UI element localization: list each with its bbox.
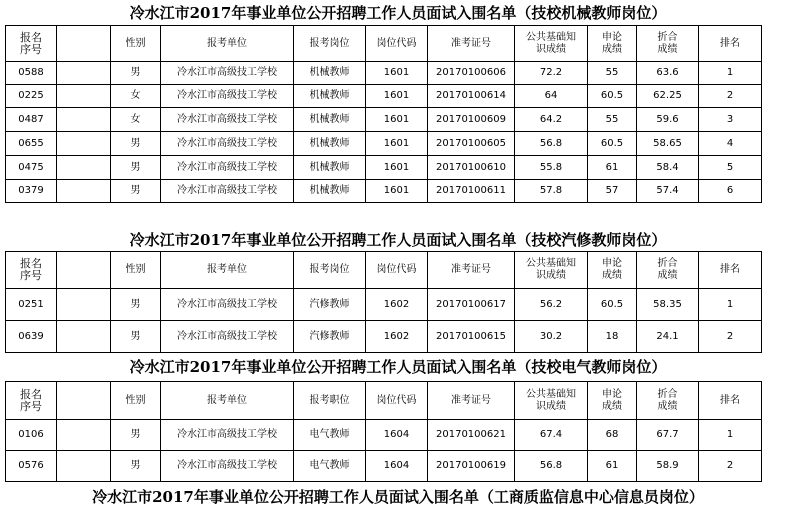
- header-code: 岗位代码: [366, 252, 428, 289]
- blank-column: [57, 289, 111, 321]
- cell-combined: 63.6: [637, 62, 699, 85]
- header-seq: 报名 序号: [6, 26, 57, 62]
- cell-ticket: 20170100615: [428, 321, 515, 353]
- header-ticket: 准考证号: [428, 382, 515, 420]
- cell-essay: 57: [588, 180, 637, 203]
- cell-seq: 0576: [6, 451, 57, 482]
- cell-gender: 男: [111, 62, 161, 85]
- cell-rank: 2: [699, 85, 762, 108]
- cell-ticket: 20170100611: [428, 180, 515, 203]
- cell-essay: 60.5: [588, 85, 637, 108]
- candidate-table: [5, 251, 762, 353]
- cell-rank: 2: [699, 321, 762, 353]
- table-row: [6, 420, 762, 451]
- section-title: 冷水江市2017年事业单位公开招聘工作人员面试入围名单（技校汽修教师岗位）: [129, 231, 667, 249]
- header-post: 报考职位: [294, 382, 366, 420]
- blank-column: [57, 321, 111, 353]
- cell-unit: 冷水江市高级技工学校: [161, 85, 294, 108]
- cell-post: 机械教师: [294, 180, 366, 203]
- cell-post: 电气教师: [294, 420, 366, 451]
- cell-code: 1604: [366, 420, 428, 451]
- blank-column: [57, 420, 111, 451]
- cell-unit: 冷水江市高级技工学校: [161, 132, 294, 156]
- cell-essay: 61: [588, 156, 637, 180]
- blank-column: [57, 180, 111, 203]
- table-row: [6, 180, 762, 203]
- cell-basic: 56.2: [515, 289, 588, 321]
- cell-essay: 55: [588, 62, 637, 85]
- cell-unit: 冷水江市高级技工学校: [161, 156, 294, 180]
- table-row: [6, 156, 762, 180]
- cell-post: 电气教师: [294, 451, 366, 482]
- blank-column: [57, 156, 111, 180]
- cell-combined: 59.6: [637, 108, 699, 132]
- header-combined: 折合 成绩: [637, 26, 699, 62]
- blank-column: [57, 382, 111, 420]
- cell-code: 1601: [366, 132, 428, 156]
- header-basic: 公共基础知 识成绩: [515, 26, 588, 62]
- table-row: [6, 85, 762, 108]
- header-code: 岗位代码: [366, 382, 428, 420]
- header-row: [6, 382, 762, 420]
- cell-gender: 男: [111, 180, 161, 203]
- blank-column: [57, 85, 111, 108]
- cell-combined: 67.7: [637, 420, 699, 451]
- candidate-table: [5, 381, 762, 482]
- cell-combined: 24.1: [637, 321, 699, 353]
- cell-combined: 58.65: [637, 132, 699, 156]
- cell-basic: 64: [515, 85, 588, 108]
- header-row: [6, 252, 762, 289]
- cell-unit: 冷水江市高级技工学校: [161, 289, 294, 321]
- cell-ticket: 20170100619: [428, 451, 515, 482]
- cell-seq: 0588: [6, 62, 57, 85]
- cell-rank: 1: [699, 62, 762, 85]
- cell-unit: 冷水江市高级技工学校: [161, 62, 294, 85]
- cell-gender: 男: [111, 321, 161, 353]
- header-rank: 排名: [699, 382, 762, 420]
- header-post: 报考岗位: [294, 252, 366, 289]
- cell-ticket: 20170100610: [428, 156, 515, 180]
- blank-column: [57, 132, 111, 156]
- table-row: [6, 62, 762, 85]
- section-title: 冷水江市2017年事业单位公开招聘工作人员面试入围名单（技校机械教师岗位）: [129, 4, 667, 22]
- cell-seq: 0225: [6, 85, 57, 108]
- cell-basic: 57.8: [515, 180, 588, 203]
- header-post: 报考岗位: [294, 26, 366, 62]
- cell-unit: 冷水江市高级技工学校: [161, 180, 294, 203]
- cell-unit: 冷水江市高级技工学校: [161, 420, 294, 451]
- blank-column: [57, 108, 111, 132]
- cell-code: 1602: [366, 321, 428, 353]
- cell-seq: 0655: [6, 132, 57, 156]
- header-row: [6, 26, 762, 62]
- cell-rank: 2: [699, 451, 762, 482]
- cell-essay: 60.5: [588, 132, 637, 156]
- cell-essay: 18: [588, 321, 637, 353]
- header-gender: 性别: [111, 252, 161, 289]
- cell-essay: 60.5: [588, 289, 637, 321]
- header-rank: 排名: [699, 26, 762, 62]
- cell-rank: 1: [699, 420, 762, 451]
- blank-column: [57, 62, 111, 85]
- header-basic: 公共基础知 识成绩: [515, 252, 588, 289]
- header-gender: 性别: [111, 26, 161, 62]
- cell-combined: 62.25: [637, 85, 699, 108]
- cell-code: 1601: [366, 85, 428, 108]
- cell-rank: 4: [699, 132, 762, 156]
- cell-post: 汽修教师: [294, 289, 366, 321]
- header-seq: 报名 序号: [6, 252, 57, 289]
- cell-basic: 64.2: [515, 108, 588, 132]
- cell-gender: 男: [111, 420, 161, 451]
- cell-ticket: 20170100614: [428, 85, 515, 108]
- cell-ticket: 20170100621: [428, 420, 515, 451]
- cell-essay: 61: [588, 451, 637, 482]
- cell-essay: 55: [588, 108, 637, 132]
- cell-basic: 56.8: [515, 132, 588, 156]
- cell-seq: 0639: [6, 321, 57, 353]
- cell-gender: 男: [111, 156, 161, 180]
- header-gender: 性别: [111, 382, 161, 420]
- table-row: [6, 289, 762, 321]
- header-ticket: 准考证号: [428, 252, 515, 289]
- cell-combined: 57.4: [637, 180, 699, 203]
- cell-rank: 6: [699, 180, 762, 203]
- blank-column: [57, 451, 111, 482]
- cell-combined: 58.4: [637, 156, 699, 180]
- header-essay: 申论 成绩: [588, 252, 637, 289]
- cell-post: 机械教师: [294, 62, 366, 85]
- cell-seq: 0106: [6, 420, 57, 451]
- cell-code: 1601: [366, 62, 428, 85]
- cell-seq: 0475: [6, 156, 57, 180]
- cell-gender: 女: [111, 108, 161, 132]
- cell-gender: 男: [111, 289, 161, 321]
- cell-essay: 68: [588, 420, 637, 451]
- cell-basic: 72.2: [515, 62, 588, 85]
- header-unit: 报考单位: [161, 382, 294, 420]
- header-seq: 报名 序号: [6, 382, 57, 420]
- cell-post: 机械教师: [294, 108, 366, 132]
- header-combined: 折合 成绩: [637, 382, 699, 420]
- cell-basic: 67.4: [515, 420, 588, 451]
- header-combined: 折合 成绩: [637, 252, 699, 289]
- table-row: [6, 132, 762, 156]
- cell-gender: 男: [111, 132, 161, 156]
- cell-unit: 冷水江市高级技工学校: [161, 108, 294, 132]
- cell-code: 1601: [366, 108, 428, 132]
- header-unit: 报考单位: [161, 26, 294, 62]
- cell-ticket: 20170100606: [428, 62, 515, 85]
- cell-seq: 0379: [6, 180, 57, 203]
- cell-code: 1604: [366, 451, 428, 482]
- cell-seq: 0251: [6, 289, 57, 321]
- cell-ticket: 20170100609: [428, 108, 515, 132]
- section-title: 冷水江市2017年事业单位公开招聘工作人员面试入围名单（技校电气教师岗位）: [129, 358, 667, 376]
- header-essay: 申论 成绩: [588, 26, 637, 62]
- cell-post: 机械教师: [294, 156, 366, 180]
- blank-column: [57, 26, 111, 62]
- cell-basic: 30.2: [515, 321, 588, 353]
- cell-combined: 58.35: [637, 289, 699, 321]
- cell-rank: 3: [699, 108, 762, 132]
- cell-code: 1602: [366, 289, 428, 321]
- cell-combined: 58.9: [637, 451, 699, 482]
- blank-column: [57, 252, 111, 289]
- cell-post: 机械教师: [294, 85, 366, 108]
- header-essay: 申论 成绩: [588, 382, 637, 420]
- cell-unit: 冷水江市高级技工学校: [161, 451, 294, 482]
- cell-post: 汽修教师: [294, 321, 366, 353]
- cell-rank: 1: [699, 289, 762, 321]
- table-row: [6, 451, 762, 482]
- candidate-table: [5, 25, 762, 203]
- cell-post: 机械教师: [294, 132, 366, 156]
- header-ticket: 准考证号: [428, 26, 515, 62]
- cell-basic: 55.8: [515, 156, 588, 180]
- table-row: [6, 108, 762, 132]
- cell-ticket: 20170100617: [428, 289, 515, 321]
- header-basic: 公共基础知 识成绩: [515, 382, 588, 420]
- table-row: [6, 321, 762, 353]
- cell-seq: 0487: [6, 108, 57, 132]
- cell-code: 1601: [366, 180, 428, 203]
- cell-ticket: 20170100605: [428, 132, 515, 156]
- cell-gender: 女: [111, 85, 161, 108]
- header-code: 岗位代码: [366, 26, 428, 62]
- cell-unit: 冷水江市高级技工学校: [161, 321, 294, 353]
- cell-gender: 男: [111, 451, 161, 482]
- cell-rank: 5: [699, 156, 762, 180]
- section-title: 冷水江市2017年事业单位公开招聘工作人员面试入围名单（工商质监信息中心信息员岗位）: [92, 488, 704, 506]
- header-unit: 报考单位: [161, 252, 294, 289]
- header-rank: 排名: [699, 252, 762, 289]
- cell-code: 1601: [366, 156, 428, 180]
- cell-basic: 56.8: [515, 451, 588, 482]
